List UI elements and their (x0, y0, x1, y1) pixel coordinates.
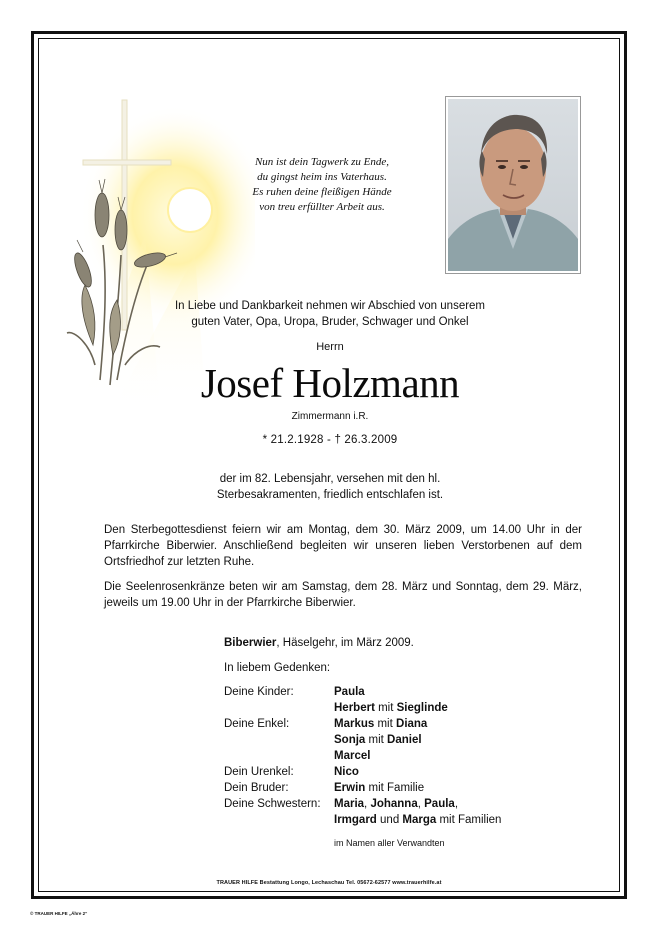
family-row (224, 764, 501, 780)
member-name: Sieglinde (396, 702, 448, 714)
connector: mit Familien (436, 814, 502, 826)
connector: mit (374, 718, 397, 730)
member-name: Marcel (334, 750, 371, 762)
family-list (224, 684, 501, 828)
family-row (224, 732, 501, 748)
place-date (224, 635, 414, 651)
passing-line: Sterbesakramenten, friedlich entschlafen ist. (216, 489, 444, 501)
relatives-note: im Namen aller Verwandten (334, 838, 445, 848)
connector: mit (365, 734, 388, 746)
poem-line: du gingst heim ins Vaterhaus. (257, 171, 387, 183)
family-row (224, 700, 501, 716)
passing-text (80, 471, 580, 503)
family-row (224, 748, 501, 764)
place-bold: Biberwier (224, 637, 277, 649)
deceased-name: Josef Holzmann (200, 360, 460, 406)
family-members (334, 700, 501, 716)
family-row (224, 812, 501, 828)
family-members (334, 748, 501, 764)
portrait-icon (448, 99, 578, 271)
life-dates: * 21.2.1928 - † 26.3.2009 (262, 434, 398, 446)
family-role: Dein Bruder: (224, 782, 289, 794)
connector: , (454, 798, 459, 810)
copyright-text: © TRAUER HILFE „Ähre 2“ (30, 911, 88, 916)
family-members (334, 780, 501, 796)
family-row (224, 796, 501, 812)
member-name: Diana (396, 718, 428, 730)
member-name: Markus (334, 718, 375, 730)
member-name: Daniel (387, 734, 422, 746)
connector: , (417, 798, 425, 810)
member-name: Erwin (334, 782, 366, 794)
family-members (334, 812, 501, 828)
family-role: Deine Schwestern: (224, 798, 321, 810)
member-name: Irmgard (334, 814, 377, 826)
family-role: Deine Kinder: (224, 686, 294, 698)
occupation: Zimmermann i.R. (291, 411, 369, 422)
family-role: Dein Urenkel: (224, 766, 294, 778)
intro-text (80, 298, 580, 330)
family-members (334, 764, 501, 780)
poem (222, 155, 422, 215)
member-name: Johanna (370, 798, 418, 810)
family-row (224, 716, 501, 732)
connector: mit (374, 702, 397, 714)
rosary-paragraph: Die Seelenrosenkränze beten wir am Samstag, dem 28. März und Sonntag, dem 29. März, jeweils um 19.00 Uhr in der Pfarrkirche Biberwier. (104, 581, 582, 609)
footer-text: TRAUER HILFE Bestattung Longo, Lechaschau Tel. 05672-62577 www.trauerhilfe.at (216, 880, 442, 886)
poem-line: Nun ist dein Tagwerk zu Ende, (254, 156, 390, 168)
memory-line: In liebem Gedenken: (224, 662, 331, 674)
intro-line: In Liebe und Dankbarkeit nehmen wir Abschied von unserem (174, 300, 486, 312)
poem-line: Es ruhen deine fleißigen Hände (252, 186, 392, 198)
family-row (224, 780, 501, 796)
member-name: Marga (402, 814, 437, 826)
member-name: Herbert (334, 702, 375, 714)
member-name: Paula (334, 686, 365, 698)
family-role: Deine Enkel: (224, 718, 290, 730)
family-members (334, 716, 501, 732)
member-name: Maria (334, 798, 365, 810)
salutation: Herrn (316, 341, 344, 353)
poem-line: von treu erfüllter Arbeit aus. (259, 201, 385, 213)
family-members (334, 796, 501, 812)
connector: mit Familie (365, 782, 425, 794)
place-rest: , Häselgehr, im März 2009. (276, 637, 414, 649)
family-members (334, 684, 501, 700)
connector: und (376, 814, 403, 826)
family-row (224, 684, 501, 700)
intro-line: guten Vater, Opa, Uropa, Bruder, Schwager und Onkel (191, 316, 469, 328)
portrait-photo (445, 96, 581, 274)
family-members (334, 732, 501, 748)
funeral-service-paragraph: Den Sterbegottesdienst feiern wir am Montag, dem 30. März 2009, um 14.00 Uhr in der Pfarrkirche Biberwier. Anschließend begleiten wir unseren lieben Verstorbenen auf dem Ortsfriedhof zur letzten Ruhe. (104, 524, 582, 568)
passing-line: der im 82. Lebensjahr, versehen mit den hl. (219, 473, 441, 485)
connector: , (364, 798, 371, 810)
member-name: Sonja (334, 734, 366, 746)
member-name: Nico (334, 766, 359, 778)
member-name: Paula (424, 798, 455, 810)
